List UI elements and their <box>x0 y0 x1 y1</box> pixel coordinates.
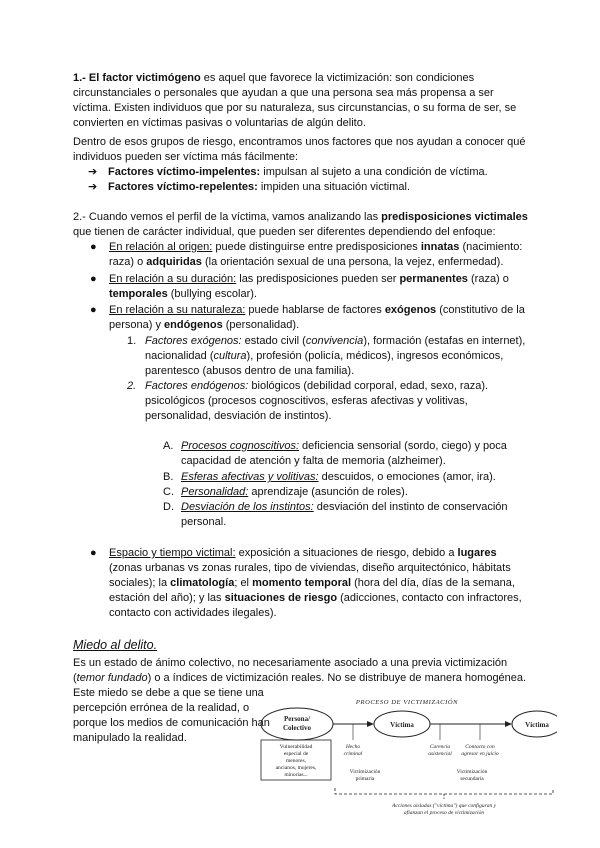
victima-end-label: Víctima <box>525 721 549 729</box>
space-label: Espacio y tiempo victimal: <box>109 547 236 559</box>
section2-intro-text: 2.- Cuando vemos el perfil de la víctima, vamos analizando las <box>73 211 382 223</box>
arrow-bullet-icon: ➔ <box>88 181 98 193</box>
list-letter: C. <box>163 486 174 498</box>
colectivo-label: Colectivo <box>283 724 311 732</box>
origin-label: En relación al origen: <box>109 241 213 253</box>
section2-intro <box>73 210 533 240</box>
lettered-text: descuidos, o emociones (amor, ira). <box>318 471 496 483</box>
nature-bold: exógenos <box>384 304 437 316</box>
lettered-text: deficiencia sensorial (sordo, ciego) y poca capacidad de atención y falta de memoria (alzheimer). <box>181 440 507 467</box>
origin-text: puede distinguirse entre predisposiciones <box>212 241 421 253</box>
space-text: exposición a situaciones de riesgo, debido a <box>235 547 458 559</box>
section2-intro-bold: predisposiciones victimales <box>381 211 528 223</box>
carencia-line: asistencial <box>428 751 452 757</box>
space-bold: momento temporal <box>252 577 352 589</box>
bullet-dot-icon: ● <box>90 547 97 559</box>
secundaria-line: Victimización <box>456 769 488 775</box>
hecho-line: Hecho <box>345 744 361 750</box>
space-text: (hora del día, días de la semana, estación del año); y las <box>109 577 515 604</box>
secundaria-line: secundaria <box>460 776 484 782</box>
space-bold: situaciones de riesgo <box>224 592 338 604</box>
duration-text: (bullying escolar). <box>167 288 257 300</box>
hecho-line: criminal <box>343 751 363 757</box>
exo-italic: cultura <box>213 350 247 362</box>
duration-label: En relación a su duración: <box>109 273 237 285</box>
origin-text: (nacimiento: raza) o <box>109 241 523 268</box>
fear-italic: temor fundado <box>76 672 148 684</box>
exo-label: Factores exógenos: <box>145 335 242 347</box>
nature-bold: endógenos <box>164 319 223 331</box>
primaria-line: primaria <box>355 776 375 782</box>
origin-text: (la orientación sexual de una persona, la vejez, enfermedad). <box>201 256 504 268</box>
nature-text: (personalidad). <box>222 319 300 331</box>
fear-text: ) o a índices de victimización reales. No se distribuye de manera homogénea. <box>147 672 527 684</box>
section1-heading: 1.- El factor victimógeno <box>73 72 201 84</box>
duration-text: (raza) o <box>467 273 509 285</box>
nature-label: En relación a su naturaleza: <box>109 304 246 316</box>
endo-text: biológicos (debilidad corporal, edad, sexo, raza). psicológicos (procesos cognoscitivos, esferas afectivas y volitivas, personalidad, desviación de instintos). <box>145 380 489 422</box>
persona-label: Persona/ <box>283 715 311 723</box>
acciones-line: afianzan el proceso de victimización <box>403 810 485 816</box>
vuln-line: menores, <box>285 758 307 764</box>
list-number: 2. <box>127 380 137 392</box>
duration-bold: permanentes <box>399 273 468 285</box>
duration-bold: temporales <box>109 288 168 300</box>
arrow-item-text: impulsan al sujeto a una condición de víctima. <box>260 166 488 178</box>
lettered-text: desviación del instinto de conservación personal. <box>181 501 508 528</box>
lettered-label: Personalidad: <box>181 486 249 498</box>
space-bold: climatología <box>170 577 235 589</box>
primaria-line: Victimización <box>349 769 381 775</box>
origin-bold: innatas <box>420 241 460 253</box>
vuln-line: ancianos, mujeres, <box>275 765 317 771</box>
space-text: (zonas urbanas vs zonas rurales, tipo de viviendas, diseño arquitectónico, hábitats sociales); la <box>109 562 511 589</box>
bullet-dot-icon: ● <box>90 304 97 316</box>
list-number: 1. <box>127 335 137 347</box>
section1-intro-text: es aquel que favorece la victimización: son condiciones circunstanciales o personales que ayudan a que una persona sea más propensa a ser víctima. Existen individuos que por su naturaleza, sus circunstancias, o su forma de ser, se convierten en víctimas pasivas o voluntarias de algún delito. <box>73 72 517 129</box>
vuln-line: Vulnerabilidad <box>279 744 313 750</box>
endo-label: Factores endógenos: <box>145 380 249 392</box>
nature-text: puede hablarse de factores <box>245 304 385 316</box>
victima-mid-label: Víctima <box>390 721 414 729</box>
list-letter: A. <box>163 440 174 452</box>
exo-italic: convivencia <box>305 335 364 347</box>
origin-bold: adquiridas <box>146 256 202 268</box>
fear-text: Es un estado de ánimo colectivo, no necesariamente asociado a una previa victimización ( <box>73 657 508 684</box>
carencia-line: Carencia <box>429 744 451 750</box>
space-text: ; el <box>234 577 253 589</box>
arrow-bullet-icon: ➔ <box>88 166 98 178</box>
section2-intro-text-2: que tienen de carácter individual, que pueden ser diferentes dependiendo del enfoque: <box>73 226 496 238</box>
exo-text: estado civil ( <box>241 335 306 347</box>
nature-text: (constitutivo de la persona) y <box>109 304 525 331</box>
acciones-line: Acciones aisladas ("víctima") que configuran y <box>391 803 497 809</box>
fear-title-text: Miedo al delito. <box>73 638 158 652</box>
vuln-line: especial de <box>283 751 309 757</box>
fear-paragraph-1 <box>73 656 533 686</box>
space-bold: lugares <box>457 547 497 559</box>
duration-text: las predisposiciones pueden ser <box>236 273 400 285</box>
contacto-line: agresor en juicio <box>461 751 499 757</box>
list-letter: B. <box>163 471 174 483</box>
vuln-line: minorías... <box>284 772 308 778</box>
lettered-label: Desviación de los instintos: <box>181 501 314 513</box>
victimization-process-diagram <box>257 692 557 822</box>
lettered-label: Esferas afectivas y volitivas: <box>181 471 319 483</box>
arrow-item-label: Factores víctimo-repelentes: <box>108 181 258 193</box>
section1-groups-text: Dentro de esos grupos de riesgo, encontramos unos factores que nos ayudan a conocer qué individuos pueden ser víctima más fácilmente: <box>73 136 526 163</box>
arrow-item-text: impiden una situación victimal. <box>257 181 411 193</box>
dashed-bracket <box>335 788 553 794</box>
section1-intro <box>73 71 533 131</box>
fear-title <box>73 637 533 653</box>
exo-text: ), profesión (policía, médicos), ingresos económicos, parentesco (abusos dentro de una familia). <box>145 350 504 377</box>
list-letter: D. <box>163 501 174 513</box>
fear-paragraph-2: Este miedo se debe a que se tiene una percepción errónea de la realidad, o porque los medios de comunicación han manipulado la realidad. <box>73 687 270 744</box>
arrow-head-icon <box>367 721 374 727</box>
arrow-head-icon <box>505 721 512 727</box>
bullet-dot-icon: ● <box>90 273 97 285</box>
space-text: (adicciones, contacto con infractores, contacto con actividades ilegales). <box>109 592 522 619</box>
contacto-line: Contacto con <box>465 744 495 750</box>
exo-text: ), formación (estafas en internet), nacionalidad ( <box>145 335 526 362</box>
lettered-text: aprendizaje (asunción de roles). <box>248 486 408 498</box>
arrow-item-label: Factores víctimo-impelentes: <box>108 166 261 178</box>
diagram-title: PROCESO DE VICTIMIZACIÓN <box>355 699 459 706</box>
lettered-label: Procesos cognoscitivos: <box>181 440 299 452</box>
bullet-dot-icon: ● <box>90 241 97 253</box>
